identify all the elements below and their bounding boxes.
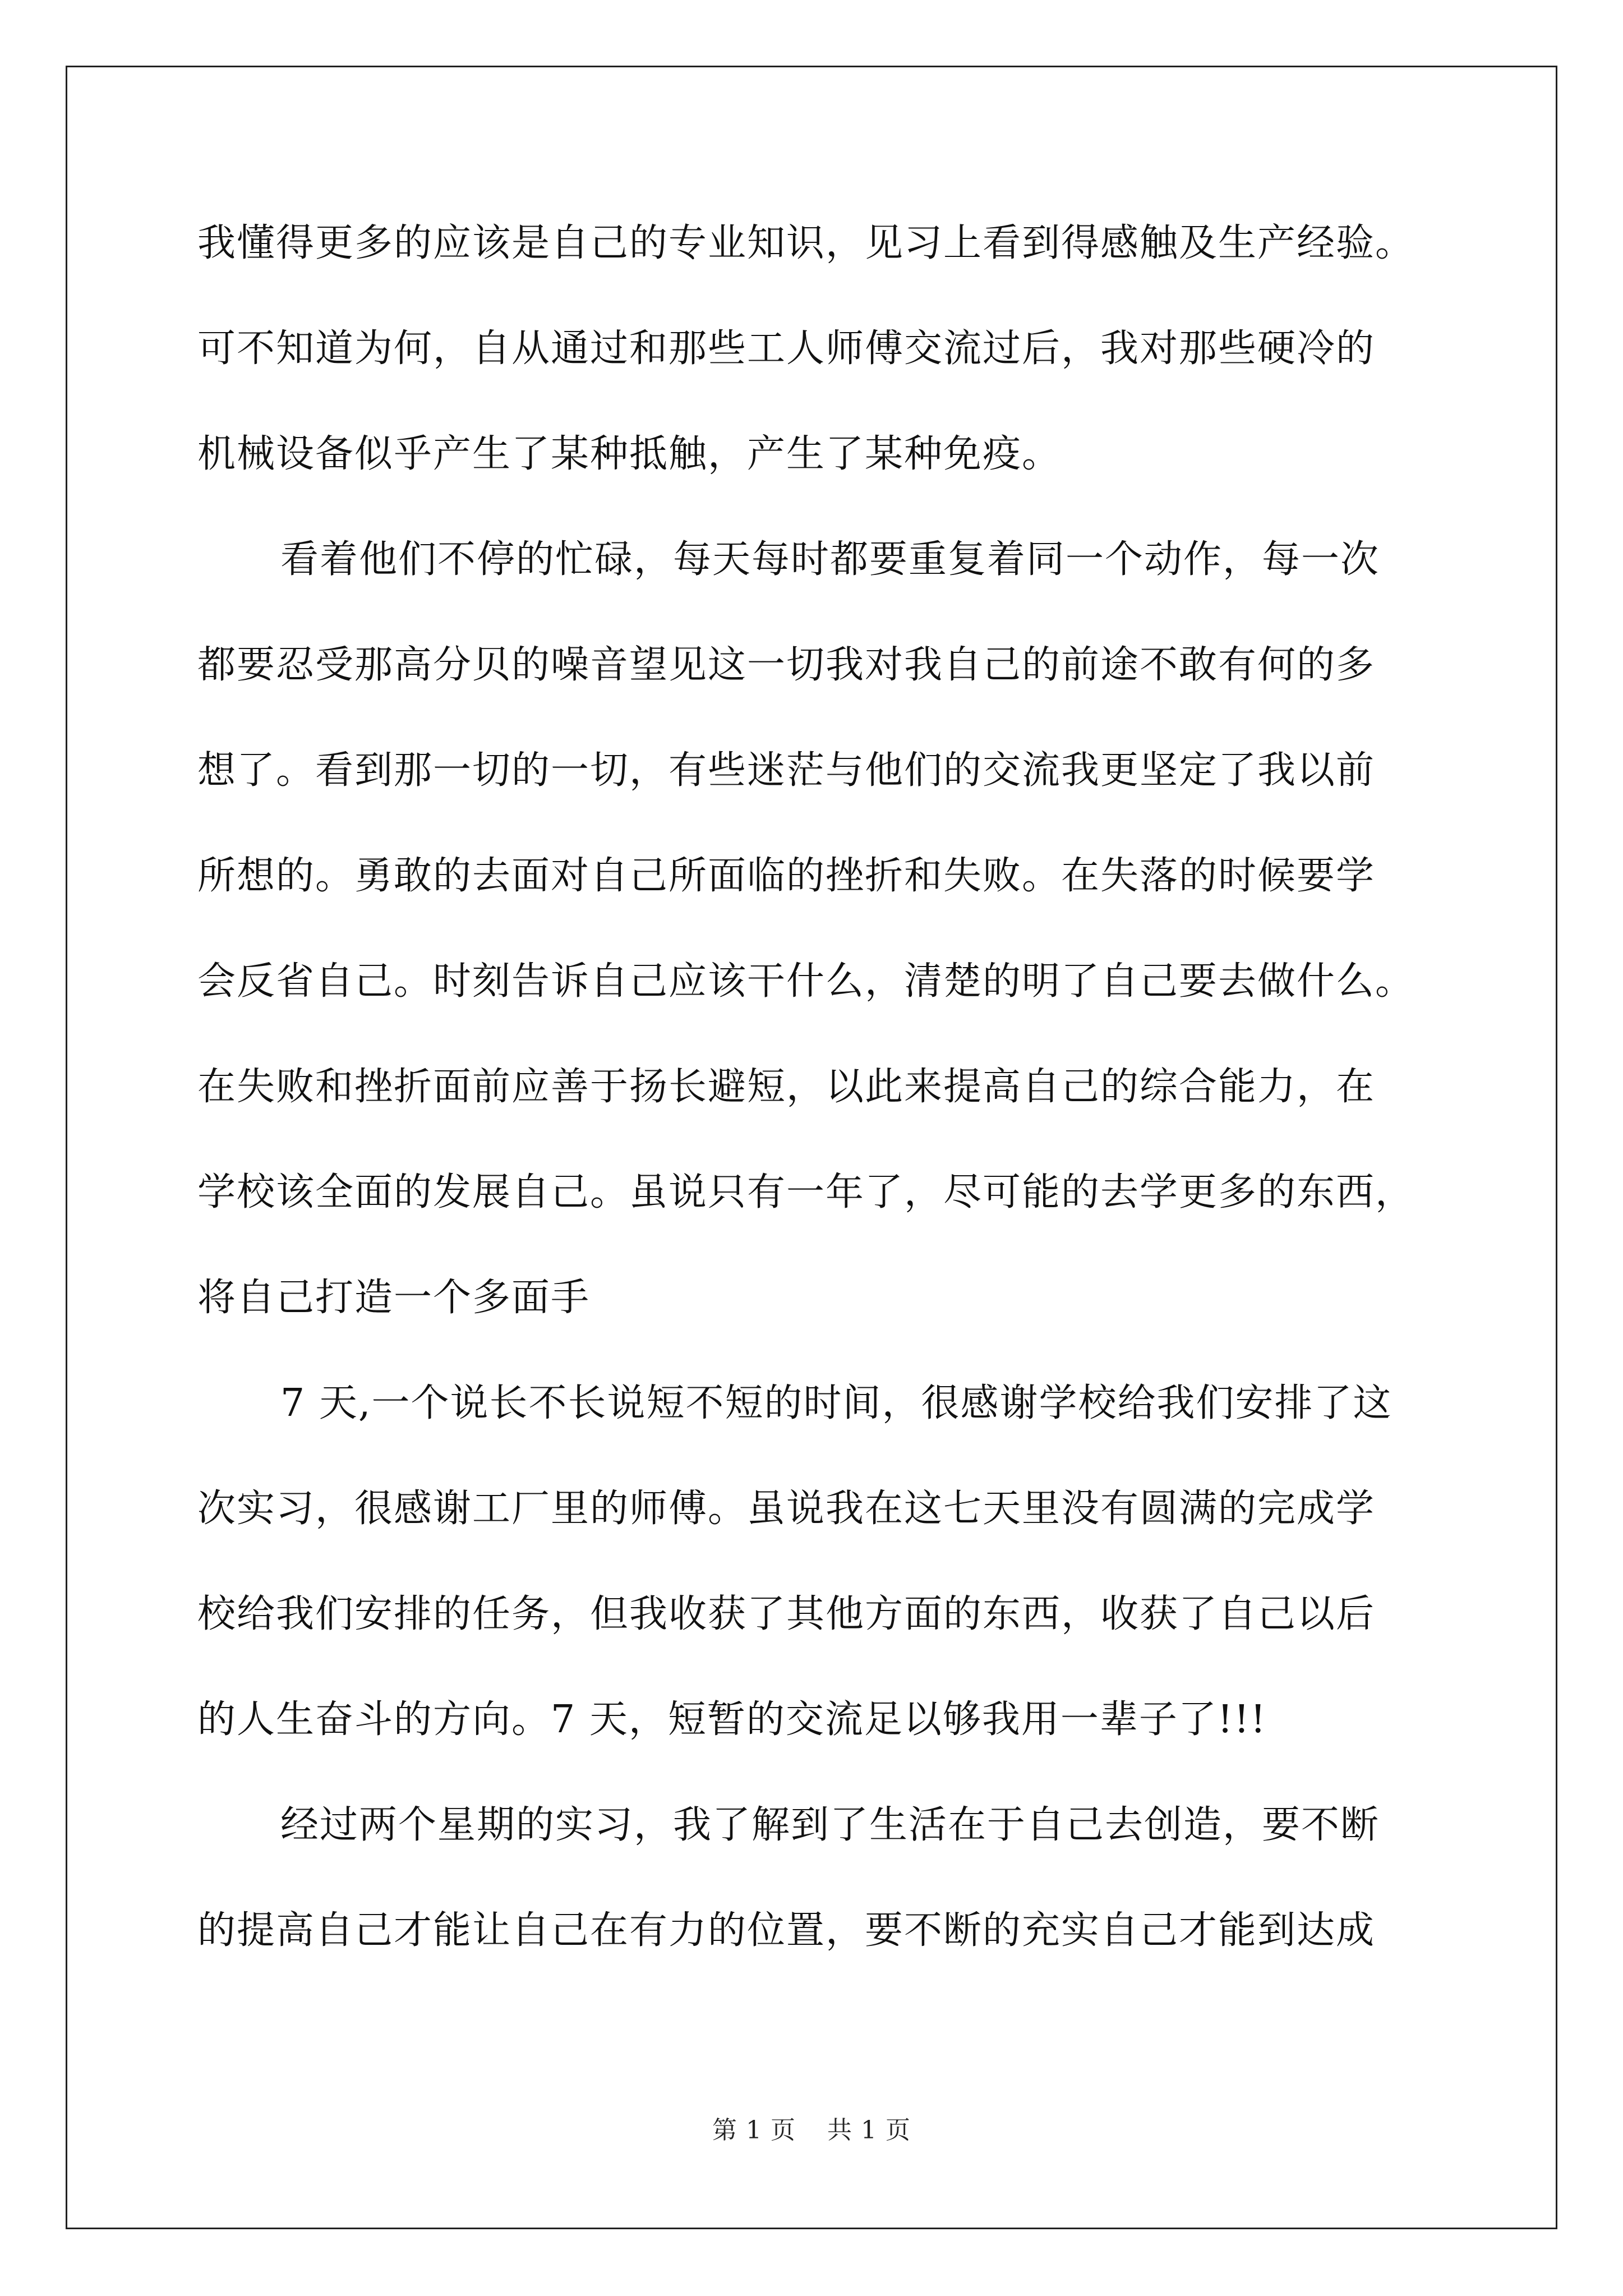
text-line: 在失败和挫折面前应善于扬长避短，以此来提高自己的综合能力，在 [197, 1065, 1376, 1109]
document-body [197, 191, 1426, 1984]
text-line: 的提高自己才能让自己在有力的位置，要不断的充实自己才能到达成 [197, 1908, 1376, 1953]
page-total: 共 1 页 [827, 2116, 911, 2145]
text-line: 可不知道为何，自从通过和那些工人师傅交流过后，我对那些硬冷的 [197, 326, 1376, 371]
text-line: 机械设备似乎产生了某种抵触，产生了某种免疫。 [197, 432, 1062, 476]
text-line: 次实习，很感谢工厂里的师傅。虽说我在这七天里没有圆满的完成学 [197, 1487, 1376, 1531]
text-line: 想了。看到那一切的一切，有些迷茫与他们的交流我更坚定了我以前 [197, 748, 1376, 793]
text-line: 所想的。勇敢的去面对自己所面临的挫折和失败。在失落的时候要学 [197, 854, 1376, 898]
text-line: 都要忍受那高分贝的噪音望见这一切我对我自己的前途不敢有何的多 [197, 643, 1376, 687]
text-line-indented: 7 天,一个说长不长说短不短的时间，很感谢学校给我们安排了这 [280, 1381, 1393, 1425]
page-number: 第 1 页 [712, 2116, 796, 2145]
text-line: 我懂得更多的应该是自己的专业知识，见习上看到得感触及生产经验。 [197, 221, 1415, 265]
text-line-indented: 经过两个星期的实习，我了解到了生活在于自己去创造，要不断 [280, 1803, 1380, 1847]
text-line: 将自己打造一个多面手 [197, 1276, 591, 1320]
text-line: 校给我们安排的任务，但我收获了其他方面的东西，收获了自己以后 [197, 1592, 1376, 1636]
text-line-indented: 看着他们不停的忙碌，每天每时都要重复着同一个动作，每一次 [280, 537, 1380, 582]
text-line: 的人生奋斗的方向。7 天，短暂的交流足以够我用一辈子了!!! [197, 1697, 1267, 1742]
text-line: 会反省自己。时刻告诉自己应该干什么，清楚的明了自己要去做什么。 [197, 959, 1415, 1004]
page-footer [0, 2114, 1623, 2147]
text-line: 学校该全面的发展自己。虽说只有一年了，尽可能的去学更多的东西， [197, 1170, 1415, 1214]
